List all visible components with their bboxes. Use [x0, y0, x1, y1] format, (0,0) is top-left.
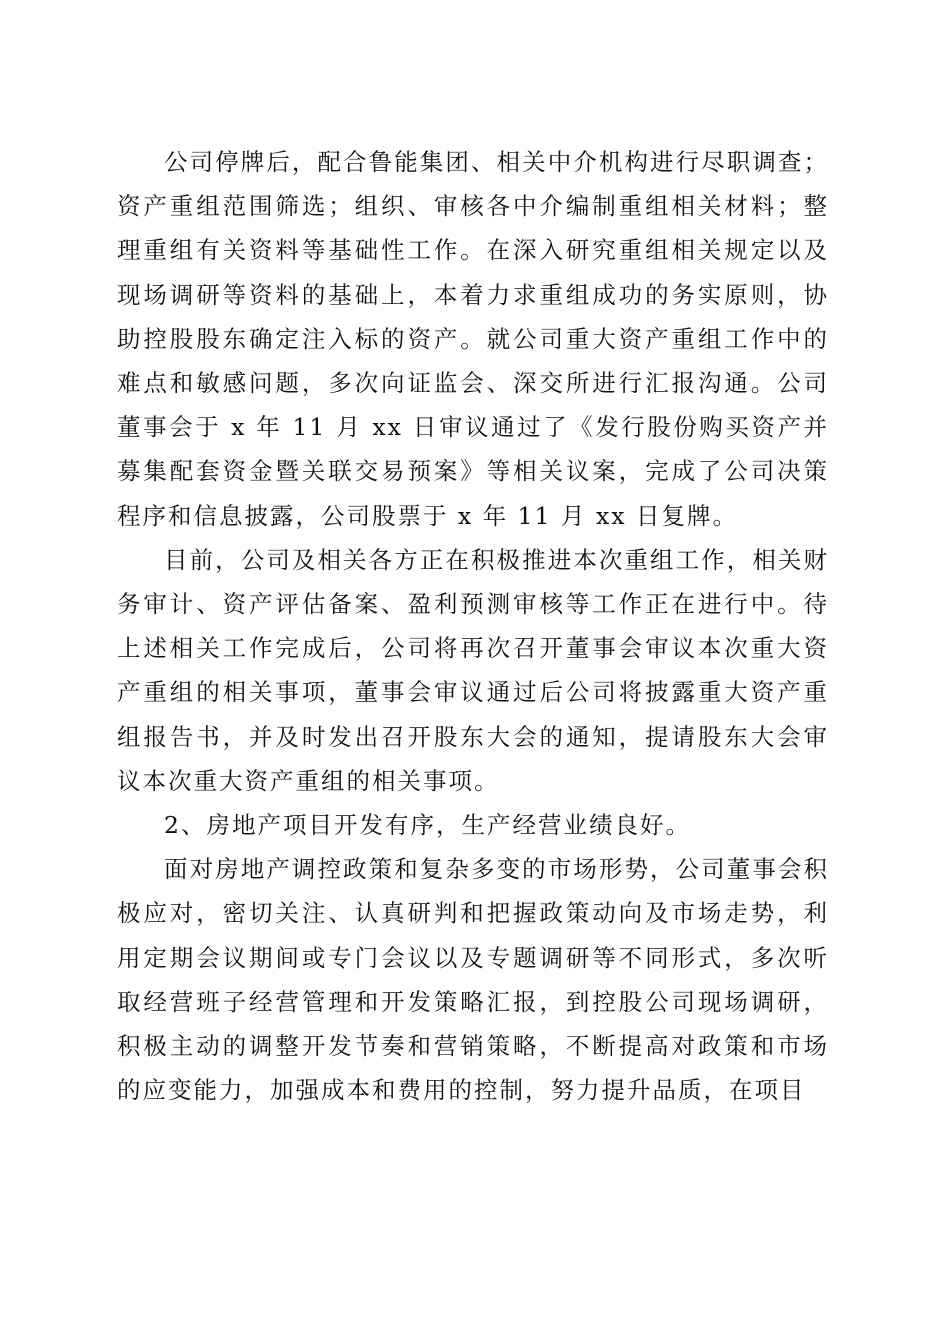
paragraph-restructuring-process: 公司停牌后，配合鲁能集团、相关中介机构进行尽职调查；资产重组范围筛选；组织、审核各中介编制重组相关材料；整理重组有关资料等基础性工作。在深入研究重组相关规定以及现场调研等资料的基础上，本着力求重组成功的务实原则，协助控股股东确定注入标的资产。就公司重大资产重组工作中的难点和敏感问题，多次向证监会、深交所进行汇报沟通。公司董事会于 x 年 11 月 xx 日审议通过了《发行股份购买资产并募集配套资金暨关联交易预案》等相关议案，完成了公司决策程序和信息披露，公司股票于 x 年 11 月 xx 日复牌。 [117, 148, 829, 530]
paragraph-real-estate-operations: 面对房地产调控政策和复杂多变的市场形势，公司董事会积极应对，密切关注、认真研判和把握政策动向及市场走势，利用定期会议期间或专门会议以及专题调研等不同形式，多次听取经营班子经营管理和开发策略汇报，到控股公司现场调研，积极主动的调整开发节奏和营销策略，不断提高对政策和市场的应变能力，加强成本和费用的控制，努力提升品质，在项目 [117, 855, 829, 1105]
paragraph-current-progress: 目前，公司及相关各方正在积极推进本次重组工作，相关财务审计、资产评估备案、盈利预测审核等工作正在进行中。待上述相关工作完成后，公司将再次召开董事会审议本次重大资产重组的相关事项，董事会审议通过后公司将披露重大资产重组报告书，并及时发出召开股东大会的通知，提请股东大会审议本次重大资产重组的相关事项。 [117, 545, 829, 795]
section-heading-real-estate: 2、房地产项目开发有序，生产经营业绩良好。 [164, 811, 691, 840]
document-body [117, 140, 829, 1112]
